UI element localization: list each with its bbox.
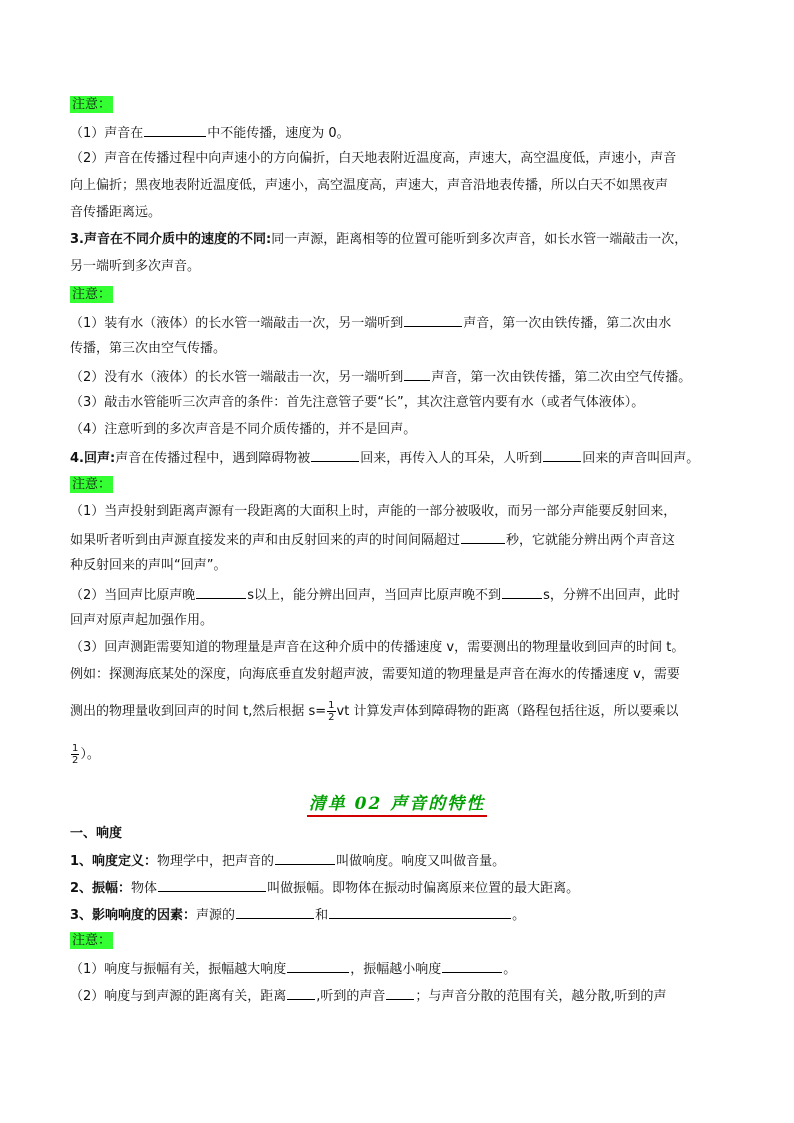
note-item-2-line-2: 向上偏折；黑夜地表附近温度低，声速小，高空温度高，声速大，声音沿地表传播，所以白天不如黑夜声 [70, 178, 669, 193]
fill-blank[interactable] [442, 959, 502, 973]
section-4-line: 4.回声:声音在传播过程中，遇到障碍物被 回来，再传入人的耳朵，人听到 回来的声音叫回声。 [70, 448, 699, 468]
note-item-1: （1）声音在 中不能传播，速度为 0。 [70, 123, 350, 143]
note-item-3-line-4: $\frac{1}{2}$ ）。 [72, 743, 100, 766]
fill-blank[interactable] [502, 585, 542, 599]
fill-blank[interactable] [404, 313, 462, 327]
loudness-definition: 1、响度定义：物理学中，把声音的 叫做响度。响度又叫做音量。 [70, 851, 505, 871]
section-4-title: 4.回声: [70, 451, 116, 466]
note-item-2-line-2: 回声对原声起加强作用。 [70, 613, 214, 628]
note-item-2: （2）响度与到声源的距离有关，距离 ,听到的声音 ；与声音分散的范围有关，越分散,听到的声 [70, 986, 667, 1006]
fraction-one-half: $\frac{1}{2}$ [328, 700, 335, 723]
fraction-one-half: $\frac{1}{2}$ [72, 743, 79, 766]
note-item-4: （4）注意听到的多次声音是不同介质传播的，并不是回声。 [70, 422, 417, 437]
fill-blank[interactable] [543, 448, 581, 462]
note-item-1: （1）响度与振幅有关，振幅越大响度 ，振幅越小响度 。 [70, 959, 516, 979]
fill-blank[interactable] [386, 986, 414, 1000]
note-item-3-line-2: 例如：探测海底某处的深度，向海底垂直发射超声波，需要知道的物理量是声音在海水的传播速度 v，需要 [70, 667, 680, 682]
note-label: 注意： [72, 933, 112, 948]
note-item-2: （2）没有水（液体）的长水管一端敲击一次，另一端听到 声音，第一次由铁传播，第二次由空气传播。 [70, 367, 691, 387]
note-item-3-line-3: 测出的物理量收到回声的时间 t,然后根据 s= $\frac{1}{2}$ vt 计算发声体到障碍物的距离（路程包括往返，所以要乘以 [70, 700, 679, 723]
section-3-title: 3.声音在不同介质中的速度的不同: [70, 232, 272, 247]
note-item-2-line-3: 音传播距离远。 [70, 205, 162, 220]
fill-blank[interactable] [404, 367, 430, 381]
chapter-heading: 清单 02 声音的特性 [0, 789, 794, 814]
fill-blank[interactable] [461, 530, 505, 544]
note-item-1-line-1: （1）当声投射到距离声源有一段距离的大面积上时，声能的一部分被吸收，而另一部分声能要反射回来， [70, 504, 677, 519]
fill-blank[interactable] [287, 986, 315, 1000]
note-label: 注意： [72, 97, 112, 112]
section-heading-loudness: 一、响度 [70, 826, 123, 841]
section-3-line-1: 3.声音在不同介质中的速度的不同:同一声源，距离相等的位置可能听到多次声音，如长水管一端敲击一次， [70, 232, 688, 247]
amplitude-definition: 2、振幅：物体 叫做振幅。即物体在振动时偏离原来位置的最大距离。 [70, 878, 579, 898]
note-item-3: （3）敲击水管能听三次声音的条件：首先注意管子要“长”，其次注意管内要有水（或者气体液体）。 [70, 395, 645, 410]
note-label: 注意： [72, 287, 112, 302]
note-item-1: （1）装有水（液体）的长水管一端敲击一次，另一端听到 声音，第一次由铁传播，第二次由水 [70, 313, 671, 333]
fill-blank[interactable] [236, 905, 314, 919]
fill-blank[interactable] [158, 878, 266, 892]
section-3-line-2: 另一端听到多次声音。 [70, 259, 201, 274]
note-item-2: （2）当回声比原声晚 s以上，能分辨出回声，当回声比原声晚不到 s，分辨不出回声，此时 [70, 585, 680, 605]
note-item-1-line-3: 种反射回来的声叫“回声”。 [70, 558, 227, 573]
fill-blank[interactable] [196, 585, 246, 599]
fill-blank[interactable] [329, 905, 511, 919]
fill-blank[interactable] [275, 851, 335, 865]
fill-blank[interactable] [311, 448, 359, 462]
note-item-3-line-1: （3）回声测距需要知道的物理量是声音在这种介质中的传播速度 v，需要测出的物理量收到回声的时间 t。 [70, 640, 685, 655]
fill-blank[interactable] [287, 959, 349, 973]
fill-blank[interactable] [144, 123, 206, 137]
note-label: 注意： [72, 477, 112, 492]
note-item-2-line-1: （2）声音在传播过程中向声速小的方向偏折，白天地表附近温度高，声速大，高空温度低，声速小，声音 [70, 151, 677, 166]
note-item-1-line-2: 如果听者听到由声源直接发来的声和由反射回来的声的时间间隔超过 秒，它就能分辨出两个声音这 [70, 530, 675, 550]
loudness-factors: 3、影响响度的因素：声源的 和 。 [70, 905, 525, 925]
note-item-1-line-2: 传播，第三次由空气传播。 [70, 341, 227, 356]
